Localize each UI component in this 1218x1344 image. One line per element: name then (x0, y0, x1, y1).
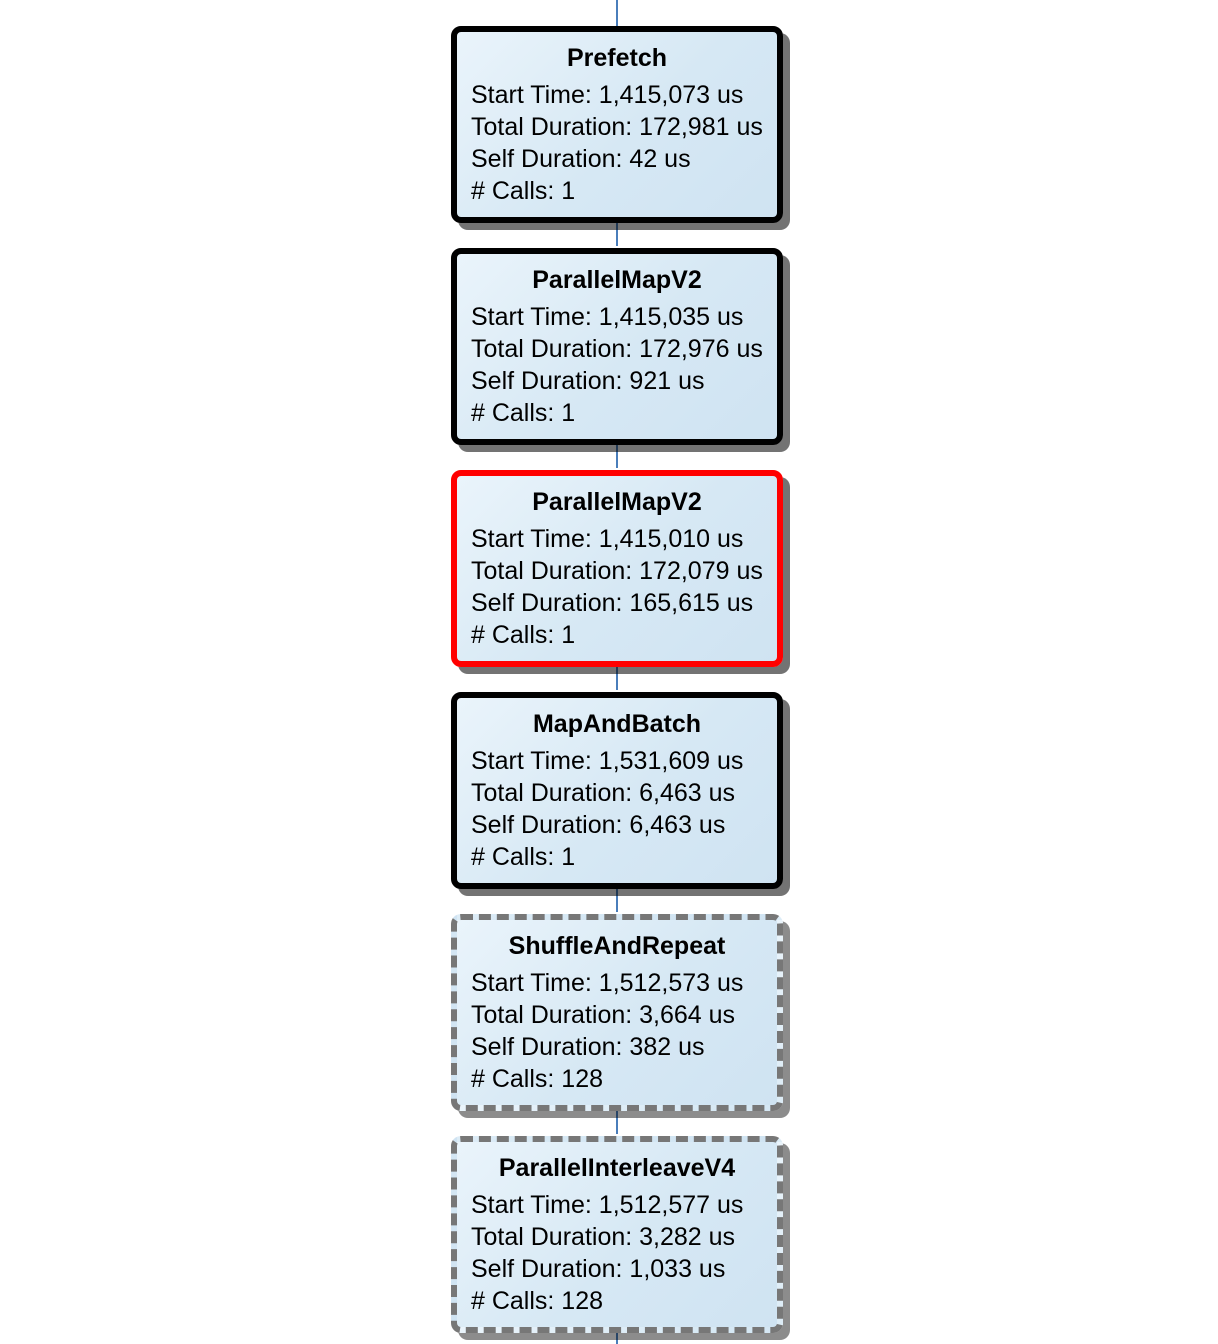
node-prefetch[interactable] (451, 26, 783, 223)
node-total-duration: Total Duration: 6,463 us (471, 778, 736, 807)
node-self-duration: Self Duration: 1,033 us (471, 1254, 726, 1283)
node-total-duration: Total Duration: 172,079 us (471, 556, 763, 585)
node-calls: # Calls: 1 (471, 398, 576, 427)
node-mapandbatch[interactable] (451, 692, 783, 889)
node-parallelinterleavev4[interactable] (451, 1136, 783, 1333)
node-calls: # Calls: 1 (471, 842, 576, 871)
node-start-time: Start Time: 1,415,010 us (471, 524, 744, 553)
node-calls: # Calls: 1 (471, 620, 576, 649)
node-self-duration: Self Duration: 6,463 us (471, 810, 726, 839)
node-start-time: Start Time: 1,415,073 us (471, 80, 744, 109)
node-calls: # Calls: 128 (471, 1286, 604, 1315)
node-title: MapAndBatch (532, 710, 702, 738)
node-self-duration: Self Duration: 382 us (471, 1032, 705, 1061)
node-parallelmapv2-1[interactable] (451, 248, 783, 445)
node-start-time: Start Time: 1,415,035 us (471, 302, 744, 331)
node-title: ParallelMapV2 (532, 488, 702, 516)
node-total-duration: Total Duration: 3,282 us (471, 1222, 736, 1251)
node-title: ShuffleAndRepeat (508, 932, 726, 960)
node-total-duration: Total Duration: 172,981 us (471, 112, 763, 141)
node-self-duration: Self Duration: 921 us (471, 366, 705, 395)
node-parallelmapv2-2-selected[interactable] (451, 470, 783, 667)
edge-top-to-prefetch (616, 0, 618, 28)
node-title: ParallelInterleaveV4 (498, 1154, 736, 1182)
node-calls: # Calls: 128 (471, 1064, 604, 1093)
node-start-time: Start Time: 1,512,573 us (471, 968, 744, 997)
node-start-time: Start Time: 1,531,609 us (471, 746, 744, 775)
node-self-duration: Self Duration: 42 us (471, 144, 691, 173)
node-title: Prefetch (566, 44, 668, 72)
node-start-time: Start Time: 1,512,577 us (471, 1190, 744, 1219)
node-self-duration: Self Duration: 165,615 us (471, 588, 754, 617)
node-calls: # Calls: 1 (471, 176, 576, 205)
node-total-duration: Total Duration: 172,976 us (471, 334, 763, 363)
node-shuffleandrepeat[interactable] (451, 914, 783, 1111)
node-total-duration: Total Duration: 3,664 us (471, 1000, 736, 1029)
node-title: ParallelMapV2 (532, 266, 702, 294)
